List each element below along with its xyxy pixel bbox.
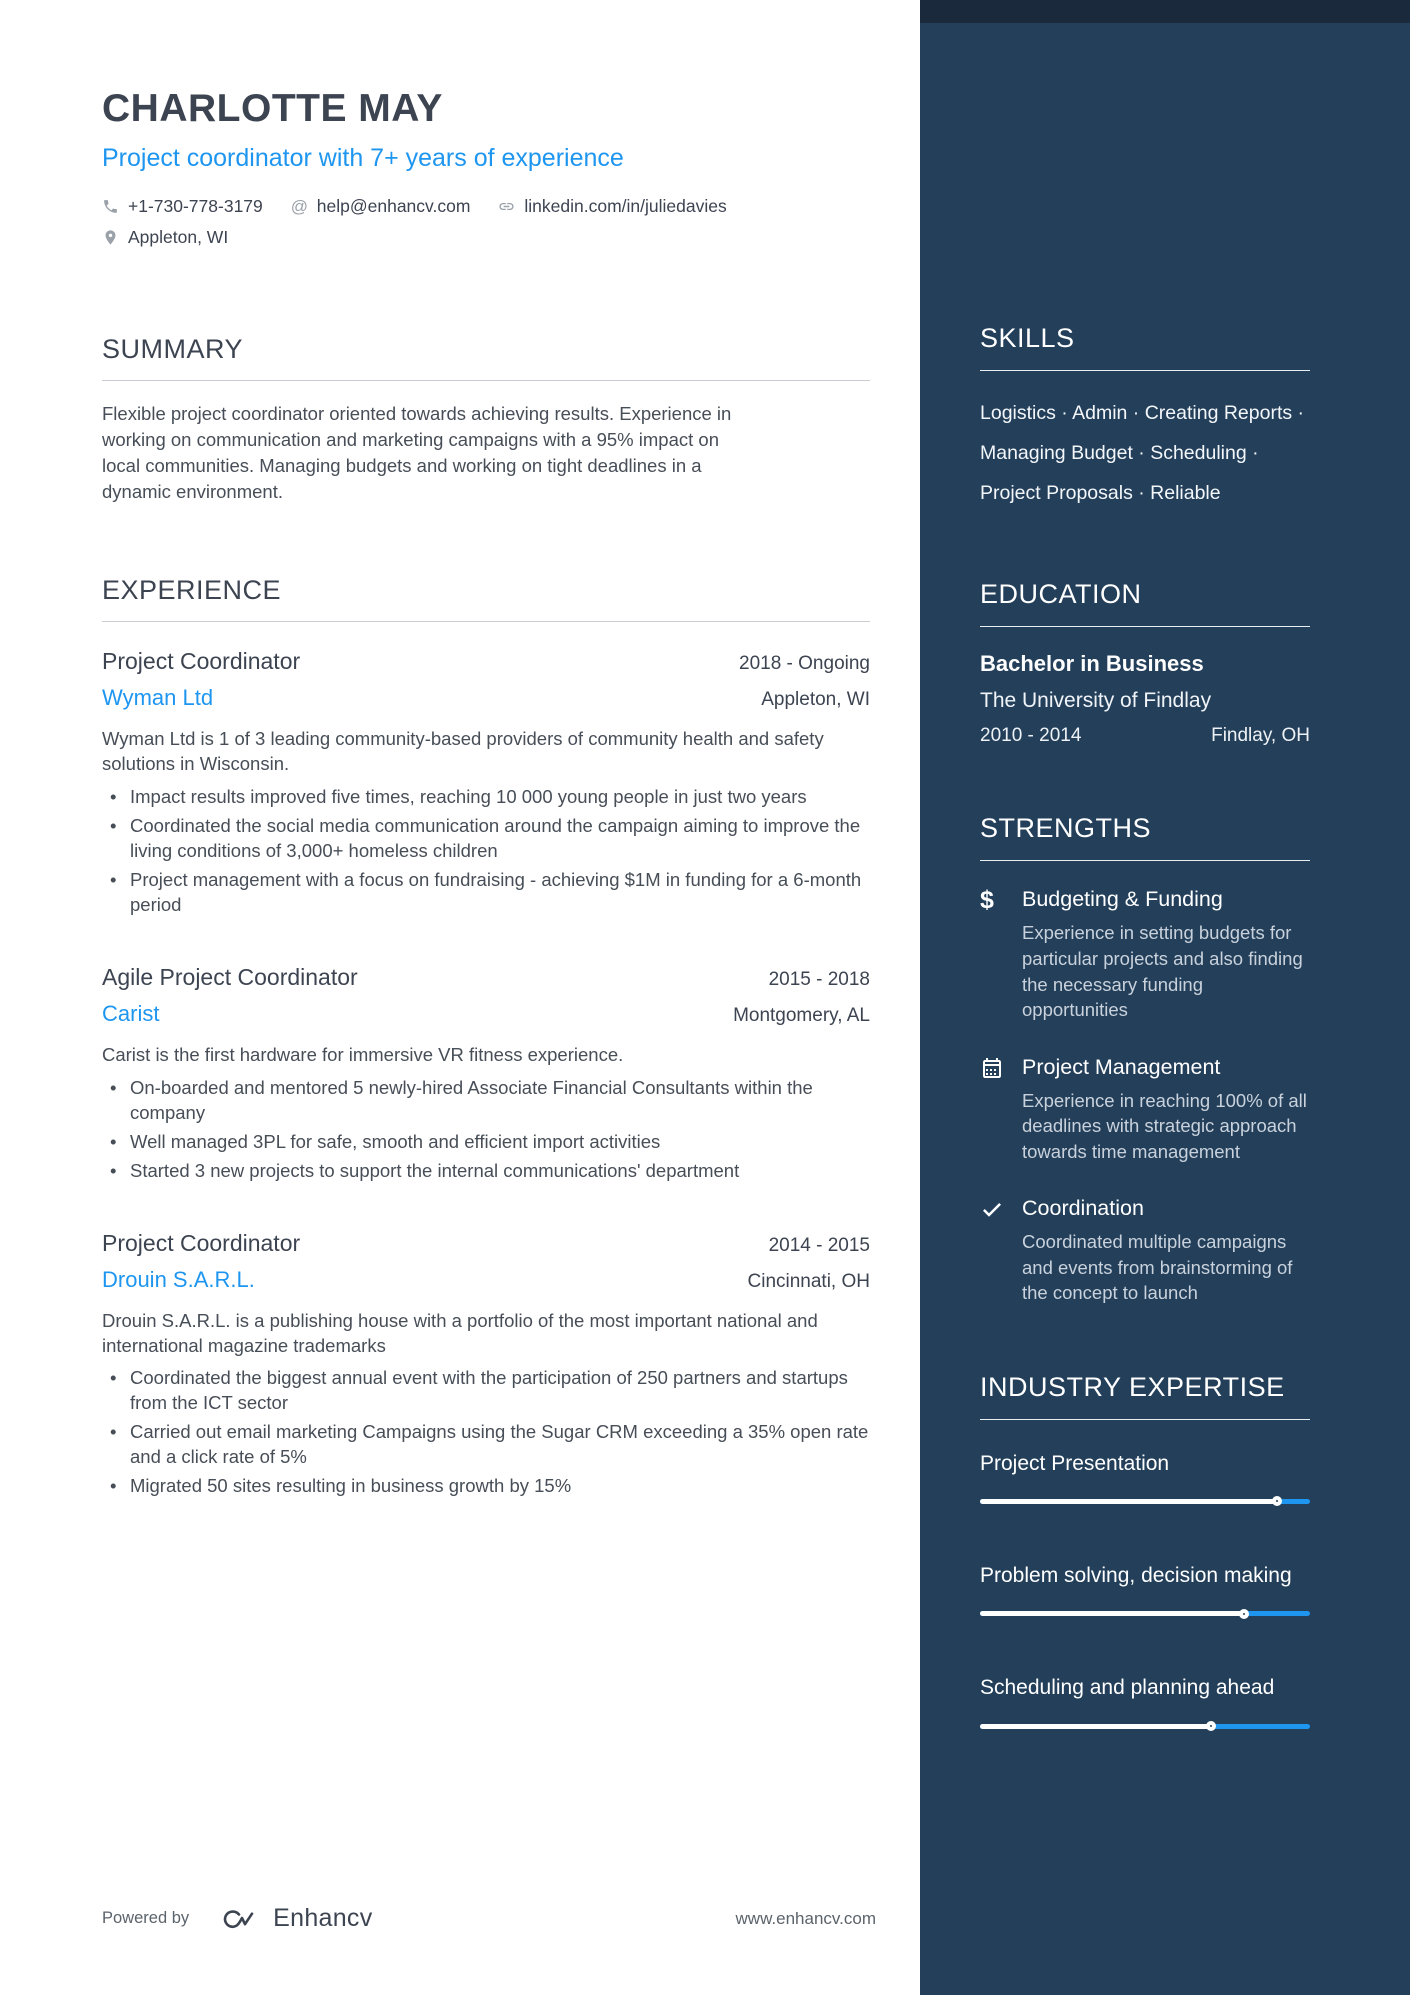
skills-list: Logistics · Admin · Creating Reports · Managing Budget · Scheduling · Project Proposals · Reliable bbox=[980, 402, 1305, 505]
job-bullet: • Coordinated the biggest annual event with the participation of 250 partners and startups from the ICT sector bbox=[102, 1366, 870, 1416]
experience-heading: EXPERIENCE bbox=[102, 575, 870, 622]
job-bullet: • Well managed 3PL for safe, smooth and efficient import activities bbox=[102, 1130, 870, 1155]
job-dates: 2014 - 2015 bbox=[768, 1234, 870, 1256]
job-description: Wyman Ltd is 1 of 3 leading community-based providers of community health and safety solutions in Wisconsin. bbox=[102, 727, 824, 774]
strength-description: Experience in setting budgets for particular projects and also finding the necessary funding opportunities bbox=[1022, 922, 1303, 1021]
email-contact[interactable] bbox=[291, 196, 471, 217]
sidebar-top-strip bbox=[920, 0, 1410, 23]
enhancv-brand[interactable] bbox=[215, 1904, 372, 1933]
job-description: Drouin S.A.R.L. is a publishing house with a portfolio of the most important national and international magazine trademarks bbox=[102, 1309, 818, 1356]
brand-name: Enhancv bbox=[273, 1904, 373, 1932]
job-title: Project Coordinator bbox=[102, 1229, 301, 1256]
job-bullet-list bbox=[102, 785, 870, 918]
job-title: Agile Project Coordinator bbox=[102, 963, 358, 990]
education-degree: Bachelor in Business bbox=[980, 651, 1204, 677]
job-bullet-list bbox=[102, 1366, 870, 1499]
page-footer bbox=[102, 1904, 876, 1933]
slider-knob[interactable] bbox=[1206, 1721, 1216, 1731]
skills-section bbox=[980, 323, 1310, 513]
location-text: Appleton, WI bbox=[128, 227, 229, 248]
summary-section bbox=[102, 334, 870, 505]
job-headline: Project coordinator with 7+ years of experience bbox=[102, 143, 624, 172]
slider-knob[interactable] bbox=[1239, 1609, 1249, 1619]
job-bullet: • On-boarded and mentored 5 newly-hired Associate Financial Consultants within the company bbox=[102, 1076, 870, 1126]
job-company-link[interactable]: Drouin S.A.R.L. bbox=[102, 1266, 255, 1292]
phone-contact bbox=[102, 196, 263, 217]
location-row bbox=[102, 227, 870, 248]
job-location: Appleton, WI bbox=[761, 688, 870, 710]
link-icon bbox=[498, 198, 515, 215]
linkedin-contact[interactable] bbox=[498, 196, 726, 217]
education-location: Findlay, OH bbox=[1211, 725, 1310, 747]
education-school: The University of Findlay bbox=[980, 689, 1212, 713]
email-address: help@enhancv.com bbox=[316, 196, 471, 217]
site-url[interactable]: www.enhancv.com bbox=[735, 1908, 876, 1928]
job-bullet-list bbox=[102, 1076, 870, 1184]
location-contact bbox=[102, 227, 228, 248]
slider-fill bbox=[980, 1611, 1244, 1616]
job-bullet: • Migrated 50 sites resulting in business growth by 15% bbox=[102, 1474, 870, 1499]
powered-by-label: Powered by bbox=[102, 1909, 190, 1927]
dollar-icon: $ bbox=[980, 886, 994, 915]
summary-text: Flexible project coordinator oriented towards achieving results. Experience in working on communication and marketing campaigns with a 95% impact on local communities. Managing budgets and working on tight deadlines in a dynamic environment. bbox=[102, 403, 732, 503]
strength-title: Coordination bbox=[1022, 1196, 1144, 1221]
linkedin-url: linkedin.com/in/juliedavies bbox=[524, 196, 727, 217]
experience-section bbox=[102, 575, 870, 1499]
job-entry bbox=[102, 648, 870, 918]
expertise-label: Problem solving, decision making bbox=[980, 1563, 1292, 1587]
expertise-slider[interactable] bbox=[980, 1611, 1310, 1616]
sidebar-column bbox=[920, 0, 1410, 1995]
strengths-heading: STRENGTHS bbox=[980, 813, 1310, 861]
expertise-slider[interactable] bbox=[980, 1724, 1310, 1729]
location-pin-icon bbox=[102, 229, 119, 246]
job-bullet: • Impact results improved five times, reaching 10 000 young people in just two years bbox=[102, 785, 870, 810]
at-icon: @ bbox=[290, 197, 309, 217]
slider-knob[interactable] bbox=[1272, 1496, 1282, 1506]
job-entry bbox=[102, 964, 870, 1184]
job-bullet: • Coordinated the social media communication around the campaign aiming to improve the living conditions of 3,000+ homeless children bbox=[102, 814, 870, 864]
job-title: Project Coordinator bbox=[102, 647, 301, 674]
expertise-item bbox=[980, 1674, 1310, 1728]
skills-heading: SKILLS bbox=[980, 323, 1310, 371]
strength-description: Coordinated multiple campaigns and events from brainstorming of the concept to launch bbox=[1022, 1231, 1293, 1304]
strength-item bbox=[980, 1196, 1310, 1306]
contact-row bbox=[102, 196, 870, 217]
job-location: Montgomery, AL bbox=[733, 1004, 870, 1026]
job-dates: 2018 - Ongoing bbox=[739, 652, 870, 674]
expertise-item bbox=[980, 1450, 1310, 1504]
strength-item bbox=[980, 887, 1310, 1022]
expertise-item bbox=[980, 1562, 1310, 1616]
education-heading: EDUCATION bbox=[980, 579, 1310, 627]
education-section bbox=[980, 579, 1310, 747]
job-company-link[interactable]: Carist bbox=[102, 1000, 160, 1026]
job-location: Cincinnati, OH bbox=[747, 1270, 870, 1292]
slider-fill bbox=[980, 1724, 1211, 1729]
job-description: Carist is the first hardware for immersive VR fitness experience. bbox=[102, 1043, 624, 1065]
expertise-label: Scheduling and planning ahead bbox=[980, 1676, 1275, 1700]
industry-expertise-section bbox=[980, 1372, 1310, 1729]
job-bullet: • Project management with a focus on fundraising - achieving $1M in funding for a 6-month period bbox=[102, 868, 870, 918]
calendar-icon bbox=[980, 1056, 1006, 1082]
phone-icon bbox=[102, 198, 119, 215]
enhancv-logo-icon bbox=[215, 1905, 261, 1933]
phone-number: +1-730-778-3179 bbox=[128, 196, 263, 217]
person-name: CHARLOTTE MAY bbox=[102, 87, 443, 130]
job-company-link[interactable]: Wyman Ltd bbox=[102, 684, 214, 710]
expertise-slider[interactable] bbox=[980, 1499, 1310, 1504]
job-entry bbox=[102, 1230, 870, 1500]
expertise-label: Project Presentation bbox=[980, 1451, 1170, 1475]
slider-fill bbox=[980, 1499, 1277, 1504]
job-bullet: • Started 3 new projects to support the internal communications' department bbox=[102, 1159, 870, 1184]
summary-heading: SUMMARY bbox=[102, 334, 870, 381]
job-dates: 2015 - 2018 bbox=[768, 968, 870, 990]
job-bullet: • Carried out email marketing Campaigns using the Sugar CRM exceeding a 35% open rate and a click rate of 5% bbox=[102, 1420, 870, 1470]
strength-item bbox=[980, 1055, 1310, 1165]
strengths-section bbox=[980, 813, 1310, 1305]
check-icon bbox=[980, 1197, 1006, 1223]
industry-expertise-heading: INDUSTRY EXPERTISE bbox=[980, 1372, 1310, 1420]
strength-title: Budgeting & Funding bbox=[1022, 887, 1223, 912]
strength-title: Project Management bbox=[1022, 1054, 1221, 1079]
education-dates: 2010 - 2014 bbox=[980, 725, 1082, 747]
strength-description: Experience in reaching 100% of all deadlines with strategic approach towards time management bbox=[1022, 1089, 1307, 1162]
